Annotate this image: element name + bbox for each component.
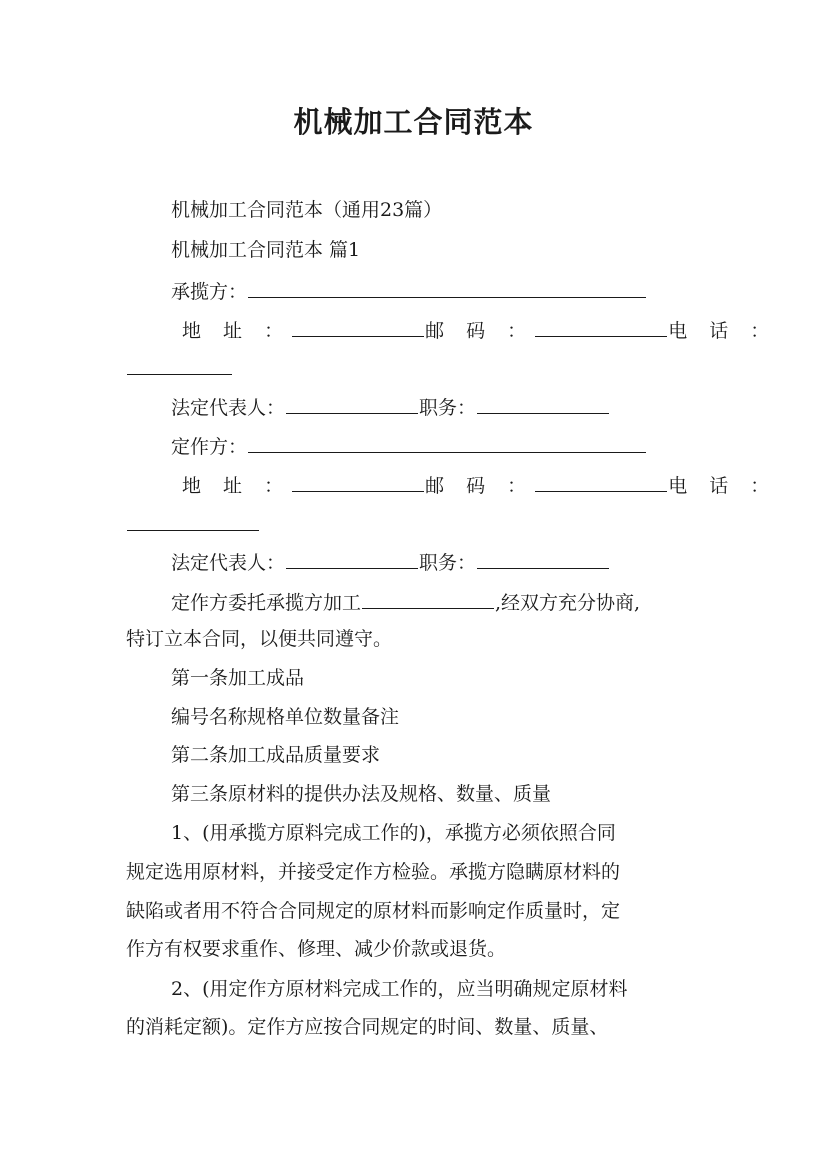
contractor-address-row [126, 317, 778, 343]
address-label: 地 址 ： [182, 475, 292, 497]
client-address-row [126, 472, 778, 498]
entrust-post: ,经双方充分协商, [495, 592, 641, 614]
position-blank [477, 394, 609, 414]
paragraph-2-line-1: 2、(用定作方原材料完成工作的，应当明确规定原材料 [171, 978, 628, 1000]
paragraph-2-line-2: 的消耗定额)。定作方应按合同规定的时间、数量、质量、 [126, 1016, 609, 1038]
client-phone-row [126, 511, 701, 537]
legal-rep-label: 法定代表人： [171, 397, 286, 419]
contractor-phone-row [126, 355, 701, 381]
address-label: 地 址 ： [182, 320, 292, 342]
contractor-rep-row [126, 394, 746, 420]
phone-blank [127, 511, 259, 531]
phone-blank [127, 355, 232, 375]
paragraph-1-line-3: 缺陷或者用不符合合同规定的原材料而影响定作质量时，定 [126, 900, 621, 922]
chapter-heading: 机械加工合同范本 篇1 [171, 239, 361, 261]
document-subtitle: 机械加工合同范本（通用23篇） [171, 199, 443, 221]
entrust-line-1 [126, 589, 746, 615]
entrust-pre: 定作方委托承揽方加工 [171, 592, 362, 614]
postcode-blank [535, 472, 667, 492]
article-1: 第一条加工成品 [171, 667, 305, 689]
paragraph-1-line-1: 1、(用承揽方原料完成工作的)，承揽方必须依照合同 [171, 822, 616, 844]
legal-rep-blank [286, 394, 418, 414]
legal-rep-blank [286, 549, 418, 569]
client-blank [248, 433, 646, 453]
article-1-table-header: 编号名称规格单位数量备注 [171, 706, 400, 728]
phone-label: 电 话 ： [668, 475, 778, 497]
contractor-label: 承揽方： [171, 281, 248, 303]
postcode-blank [535, 317, 667, 337]
legal-rep-label: 法定代表人： [171, 552, 286, 574]
document-title: 机械加工合同范本 [293, 105, 534, 139]
paragraph-1-line-4: 作方有权要求重作、修理、减少价款或退货。 [126, 938, 507, 960]
client-row [126, 433, 746, 459]
contractor-row [126, 278, 746, 304]
entrust-blank [362, 589, 494, 609]
entrust-line-2: 特订立本合同，以便共同遵守。 [126, 628, 393, 650]
address-blank [292, 472, 424, 492]
position-label: 职务： [419, 552, 477, 574]
position-label: 职务： [419, 397, 477, 419]
client-rep-row [126, 549, 746, 575]
position-blank [477, 549, 609, 569]
client-label: 定作方： [171, 436, 248, 458]
postcode-label: 邮 码 ： [425, 475, 535, 497]
address-blank [292, 317, 424, 337]
contractor-blank [248, 278, 646, 298]
article-2: 第二条加工成品质量要求 [171, 744, 381, 766]
phone-label: 电 话 ： [668, 320, 778, 342]
postcode-label: 邮 码 ： [425, 320, 535, 342]
article-3: 第三条原材料的提供办法及规格、数量、质量 [171, 783, 552, 805]
paragraph-1-line-2: 规定选用原材料，并接受定作方检验。承揽方隐瞒原材料的 [126, 861, 621, 883]
